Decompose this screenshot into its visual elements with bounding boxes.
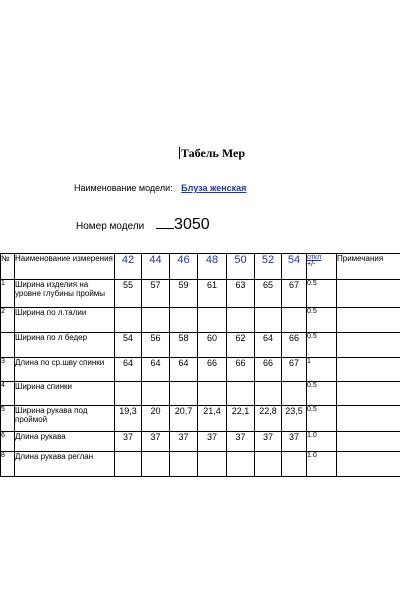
row-value: [115, 382, 142, 406]
header-size: 50: [227, 254, 255, 280]
row-value: [255, 452, 282, 477]
row-value: 63: [227, 280, 255, 308]
row-number: [1, 333, 15, 358]
row-value: [142, 382, 170, 406]
header-notes: Примечания: [337, 254, 400, 280]
row-value: [282, 308, 307, 333]
row-value: 64: [142, 358, 170, 382]
row-value: 19,3: [115, 406, 142, 432]
table-row: [1, 308, 400, 333]
row-value: 37: [282, 432, 307, 452]
row-tolerance: 1.0: [307, 452, 337, 477]
model-number-label: Номер модели: [76, 221, 145, 232]
row-value: 23,5: [282, 406, 307, 432]
row-note: [337, 382, 400, 406]
row-value: [142, 452, 170, 477]
row-value: [170, 382, 198, 406]
table-row: [1, 333, 400, 358]
measurement-table: [0, 253, 400, 477]
row-value: 65: [255, 280, 282, 308]
row-value: 66: [255, 358, 282, 382]
row-value: 67: [282, 280, 307, 308]
model-number-line: [76, 216, 210, 234]
table-header-row: [1, 254, 400, 280]
row-name: Длина рукава: [15, 432, 115, 452]
row-value: 56: [142, 333, 170, 358]
row-value: 61: [198, 280, 227, 308]
row-number: 4: [1, 382, 15, 406]
row-value: [282, 382, 307, 406]
header-name: Наименование измерения: [15, 254, 115, 280]
row-tolerance: 0.5: [307, 406, 337, 432]
row-name: Ширина по л.талии: [15, 308, 115, 333]
row-value: 58: [170, 333, 198, 358]
row-value: [142, 308, 170, 333]
row-value: [170, 308, 198, 333]
header-num: №: [1, 254, 15, 280]
row-value: [227, 308, 255, 333]
row-value: [170, 452, 198, 477]
table-row: [1, 382, 400, 406]
row-value: [282, 452, 307, 477]
table-row: [1, 432, 400, 452]
row-value: [198, 382, 227, 406]
row-tolerance: 0.5: [307, 308, 337, 333]
row-name: Ширина изделия на уровне глубины проймы: [15, 280, 115, 308]
row-number: 6: [1, 432, 15, 452]
row-value: 66: [227, 358, 255, 382]
row-value: 22,8: [255, 406, 282, 432]
row-value: 62: [227, 333, 255, 358]
row-note: [337, 333, 400, 358]
row-number: 1: [1, 280, 15, 308]
row-value: 64: [255, 333, 282, 358]
row-value: [198, 308, 227, 333]
row-note: [337, 432, 400, 452]
row-value: 37: [198, 432, 227, 452]
model-number-value: 3050: [174, 216, 210, 233]
row-value: 66: [198, 358, 227, 382]
table-row: [1, 452, 400, 477]
header-size: 52: [255, 254, 282, 280]
row-value: 57: [142, 280, 170, 308]
row-value: 64: [170, 358, 198, 382]
header-size: 44: [142, 254, 170, 280]
row-value: [255, 308, 282, 333]
row-value: 37: [170, 432, 198, 452]
row-value: 22,1: [227, 406, 255, 432]
row-number: 8: [1, 452, 15, 477]
row-name: Длина рукава реглан: [15, 452, 115, 477]
row-value: 21,4: [198, 406, 227, 432]
row-value: [227, 452, 255, 477]
row-note: [337, 358, 400, 382]
row-tolerance: 1.0: [307, 432, 337, 452]
row-note: [337, 280, 400, 308]
row-value: 59: [170, 280, 198, 308]
row-value: [115, 308, 142, 333]
table-row: [1, 406, 400, 432]
row-value: 54: [115, 333, 142, 358]
row-tolerance: 0.5: [307, 382, 337, 406]
row-value: [198, 452, 227, 477]
header-size: 42: [115, 254, 142, 280]
row-value: 37: [142, 432, 170, 452]
row-value: 20: [142, 406, 170, 432]
row-value: 20,7: [170, 406, 198, 432]
row-value: 37: [115, 432, 142, 452]
row-note: [337, 406, 400, 432]
row-name: Ширина спинки: [15, 382, 115, 406]
row-tolerance: 0.5: [307, 333, 337, 358]
underline-blank: [156, 228, 174, 229]
page-title: Табель Мер: [180, 146, 246, 160]
row-value: [115, 452, 142, 477]
model-name-value: Блуза женская: [181, 183, 247, 193]
row-number: 2: [1, 308, 15, 333]
model-name-line: [74, 183, 246, 193]
row-value: 67: [282, 358, 307, 382]
text-cursor: [179, 147, 180, 159]
row-name: Ширина по л бедер: [15, 333, 115, 358]
row-value: [255, 382, 282, 406]
row-tolerance: 1: [307, 358, 337, 382]
header-size: 54: [282, 254, 307, 280]
header-tolerance: откл +/-: [307, 254, 337, 280]
table-row: [1, 358, 400, 382]
header-size: 46: [170, 254, 198, 280]
model-name-label: Наименование модели:: [74, 183, 173, 193]
row-value: 37: [227, 432, 255, 452]
row-value: 37: [255, 432, 282, 452]
row-note: [337, 452, 400, 477]
row-value: 55: [115, 280, 142, 308]
row-name: Длина по ср.шву спинки: [15, 358, 115, 382]
row-value: [227, 382, 255, 406]
row-value: 66: [282, 333, 307, 358]
row-tolerance: 0.5: [307, 280, 337, 308]
header-size: 48: [198, 254, 227, 280]
row-value: 64: [115, 358, 142, 382]
row-value: 60: [198, 333, 227, 358]
row-note: [337, 308, 400, 333]
row-number: 5: [1, 406, 15, 432]
table-row: [1, 280, 400, 308]
row-name: Ширина рукава под проймой: [15, 406, 115, 432]
row-number: 3: [1, 358, 15, 382]
